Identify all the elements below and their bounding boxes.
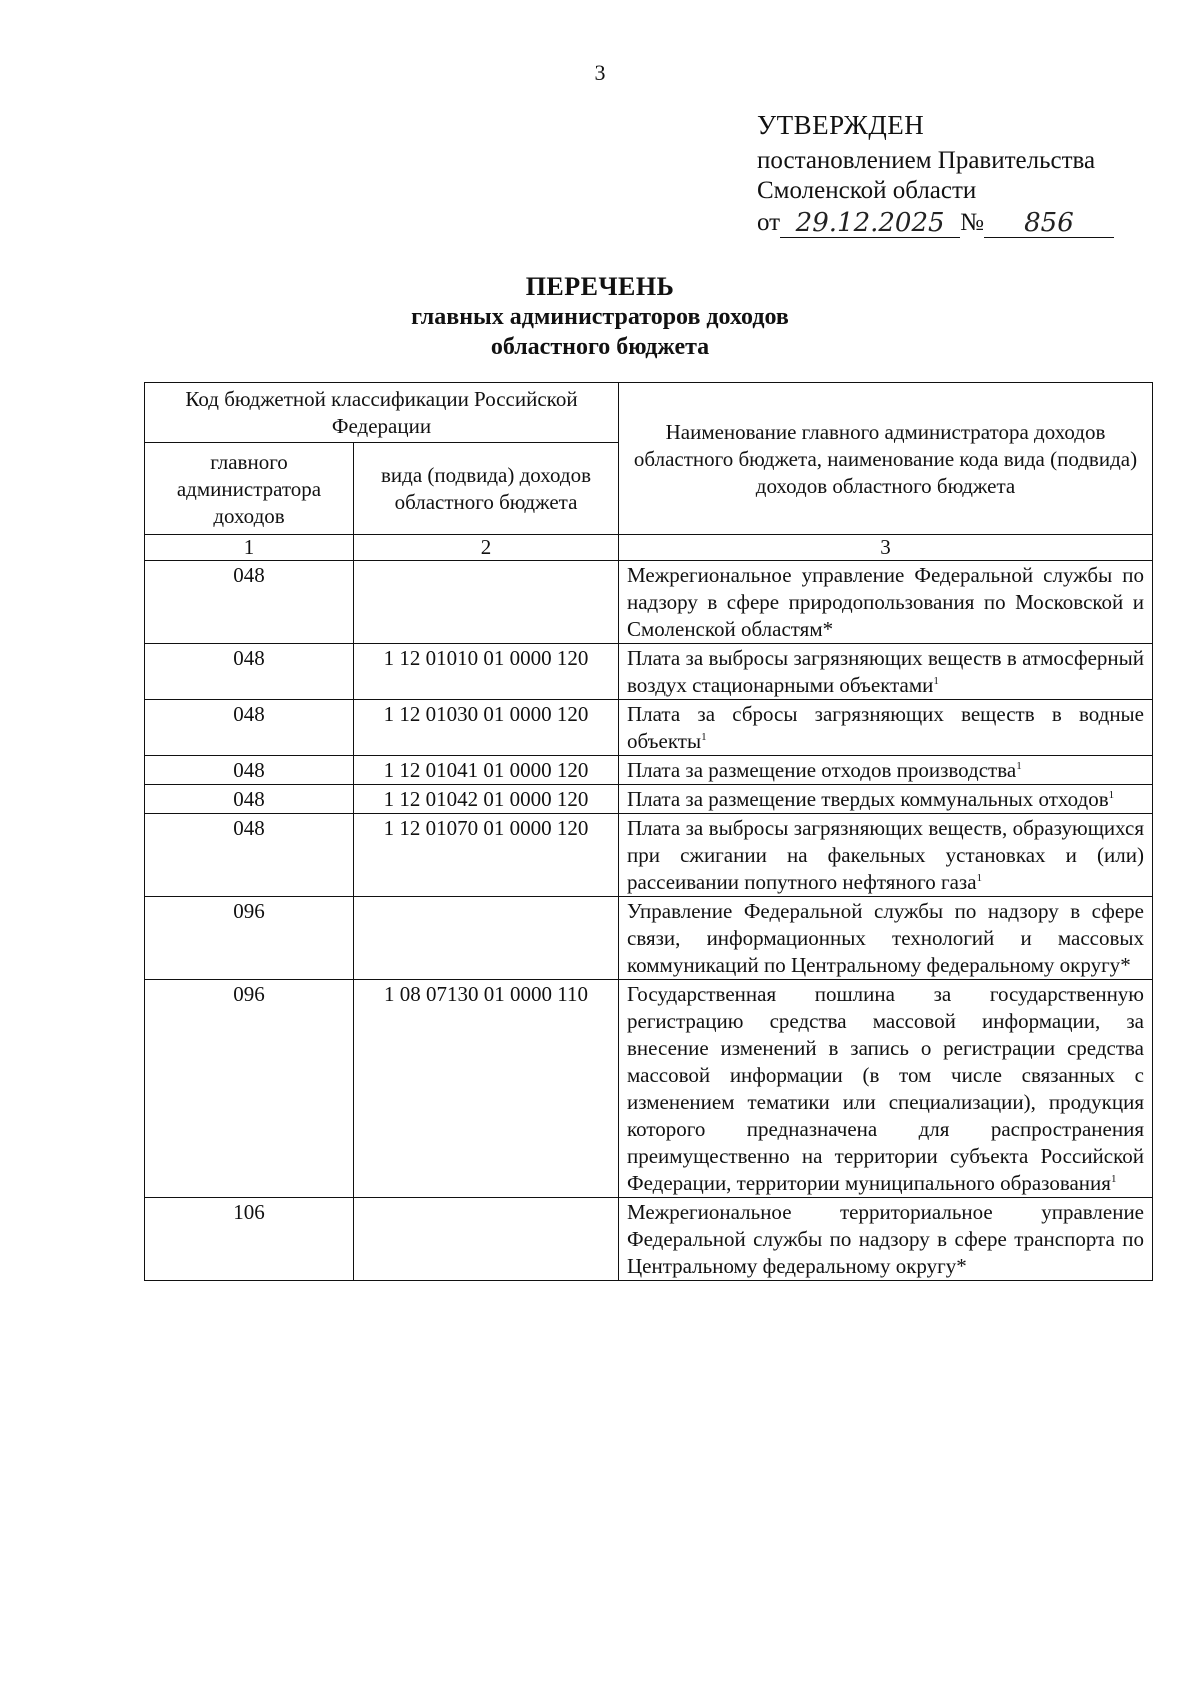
table-row bbox=[145, 1198, 1153, 1281]
footnote-mark: 1 bbox=[976, 872, 983, 884]
administrator-name: Межрегиональное управление Федеральной службы по надзору в сфере природопользования по Московской и Смоленской областям* bbox=[619, 561, 1153, 644]
income-code: 1 12 01041 01 0000 120 bbox=[354, 756, 619, 785]
number-prefix: № bbox=[960, 209, 984, 236]
footnote-mark: 1 bbox=[933, 675, 939, 687]
income-code: 1 08 07130 01 0000 110 bbox=[354, 980, 619, 1198]
admin-code: 096 bbox=[145, 897, 354, 980]
income-code bbox=[354, 897, 619, 980]
table-row bbox=[145, 785, 1153, 814]
income-code bbox=[354, 1198, 619, 1281]
page-number: 3 bbox=[594, 60, 606, 85]
admin-code: 096 bbox=[145, 980, 354, 1198]
approval-line-2: Смоленской области bbox=[757, 177, 977, 204]
table-row bbox=[145, 814, 1153, 897]
income-code: 1 12 01042 01 0000 120 bbox=[354, 785, 619, 814]
admin-code: 106 bbox=[145, 1198, 354, 1281]
header-classification-code: Код бюджетной классификации Российской Федерации bbox=[145, 383, 619, 443]
admin-code: 048 bbox=[145, 756, 354, 785]
income-name: Плата за размещение отходов производства$^1$ bbox=[619, 756, 1153, 785]
approval-date-number bbox=[757, 208, 1157, 238]
table-row bbox=[145, 980, 1153, 1198]
title-line-2: главных администраторов доходов bbox=[411, 304, 789, 330]
footnote-mark: 1 bbox=[1016, 760, 1022, 772]
income-name: Плата за выбросы загрязняющих веществ, образующихся при сжигании на факельных установках и (или) рассеивании попутного нефтяного газа$^1$ bbox=[619, 814, 1153, 897]
approval-stamp bbox=[757, 110, 1157, 238]
table-row bbox=[145, 644, 1153, 700]
title-main: ПЕРЕЧЕНЬ bbox=[525, 272, 675, 301]
footnote-mark: * bbox=[1120, 953, 1131, 977]
column-number: 2 bbox=[354, 535, 619, 561]
admin-code: 048 bbox=[145, 644, 354, 700]
table-row bbox=[145, 897, 1153, 980]
date-value: 29.12.2025 bbox=[780, 209, 960, 238]
number-value: 856 bbox=[984, 209, 1114, 238]
table-row bbox=[145, 756, 1153, 785]
income-code: 1 12 01030 01 0000 120 bbox=[354, 700, 619, 756]
admin-code: 048 bbox=[145, 814, 354, 897]
header-income-kind: вида (подвида) доходов областного бюджета bbox=[354, 443, 619, 535]
footnote-mark: 1 bbox=[1108, 789, 1115, 801]
column-number: 1 bbox=[145, 535, 354, 561]
admin-code: 048 bbox=[145, 561, 354, 644]
column-number: 3 bbox=[619, 535, 1153, 561]
document-title bbox=[0, 272, 1200, 362]
administrators-table bbox=[144, 382, 1153, 1281]
table-row bbox=[145, 561, 1153, 644]
admin-code: 048 bbox=[145, 785, 354, 814]
approval-line-1: постановлением Правительства bbox=[757, 147, 1096, 174]
administrator-name: Межрегиональное территориальное управление Федеральной службы по надзору в сфере транспорта по Центральному федеральному округу* bbox=[619, 1198, 1153, 1281]
header-main-administrator: главного администратора доходов bbox=[145, 443, 354, 535]
table-row bbox=[145, 700, 1153, 756]
footnote-mark: * bbox=[956, 1254, 967, 1278]
income-code: 1 12 01070 01 0000 120 bbox=[354, 814, 619, 897]
title-line-3: областного бюджета bbox=[490, 334, 710, 360]
footnote-mark: 1 bbox=[1110, 1173, 1117, 1185]
approved-heading: УТВЕРЖДЕН bbox=[757, 110, 925, 140]
income-name: Плата за сбросы загрязняющих веществ в водные объекты$^1$ bbox=[619, 700, 1153, 756]
income-code bbox=[354, 561, 619, 644]
admin-code: 048 bbox=[145, 700, 354, 756]
date-prefix: от bbox=[757, 209, 781, 236]
income-name: Государственная пошлина за государственную регистрацию средства массовой информации, за внесение изменений в запись о регистрации средства массовой информации (в том числе связанных с изменением тематики или специализации), продукция которого предназначена для распространения преимущественно на территории субъекта Российской Федерации, территории муниципального образования$^1$ bbox=[619, 980, 1153, 1198]
header-administrator-name: Наименование главного администратора доходов областного бюджета, наименование кода вида (подвида) доходов областного бюджета bbox=[619, 383, 1153, 535]
income-code: 1 12 01010 01 0000 120 bbox=[354, 644, 619, 700]
income-name: Плата за выбросы загрязняющих веществ в атмосферный воздух стационарными объектами$^1$ bbox=[619, 644, 1153, 700]
footnote-mark: * bbox=[822, 617, 834, 641]
footnote-mark: 1 bbox=[701, 731, 707, 743]
administrator-name: Управление Федеральной службы по надзору в сфере связи, информационных технологий и массовых коммуникаций по Центральному федеральному округу* bbox=[619, 897, 1153, 980]
income-name: Плата за размещение твердых коммунальных отходов$^1$ bbox=[619, 785, 1153, 814]
column-number-row bbox=[145, 535, 1153, 561]
